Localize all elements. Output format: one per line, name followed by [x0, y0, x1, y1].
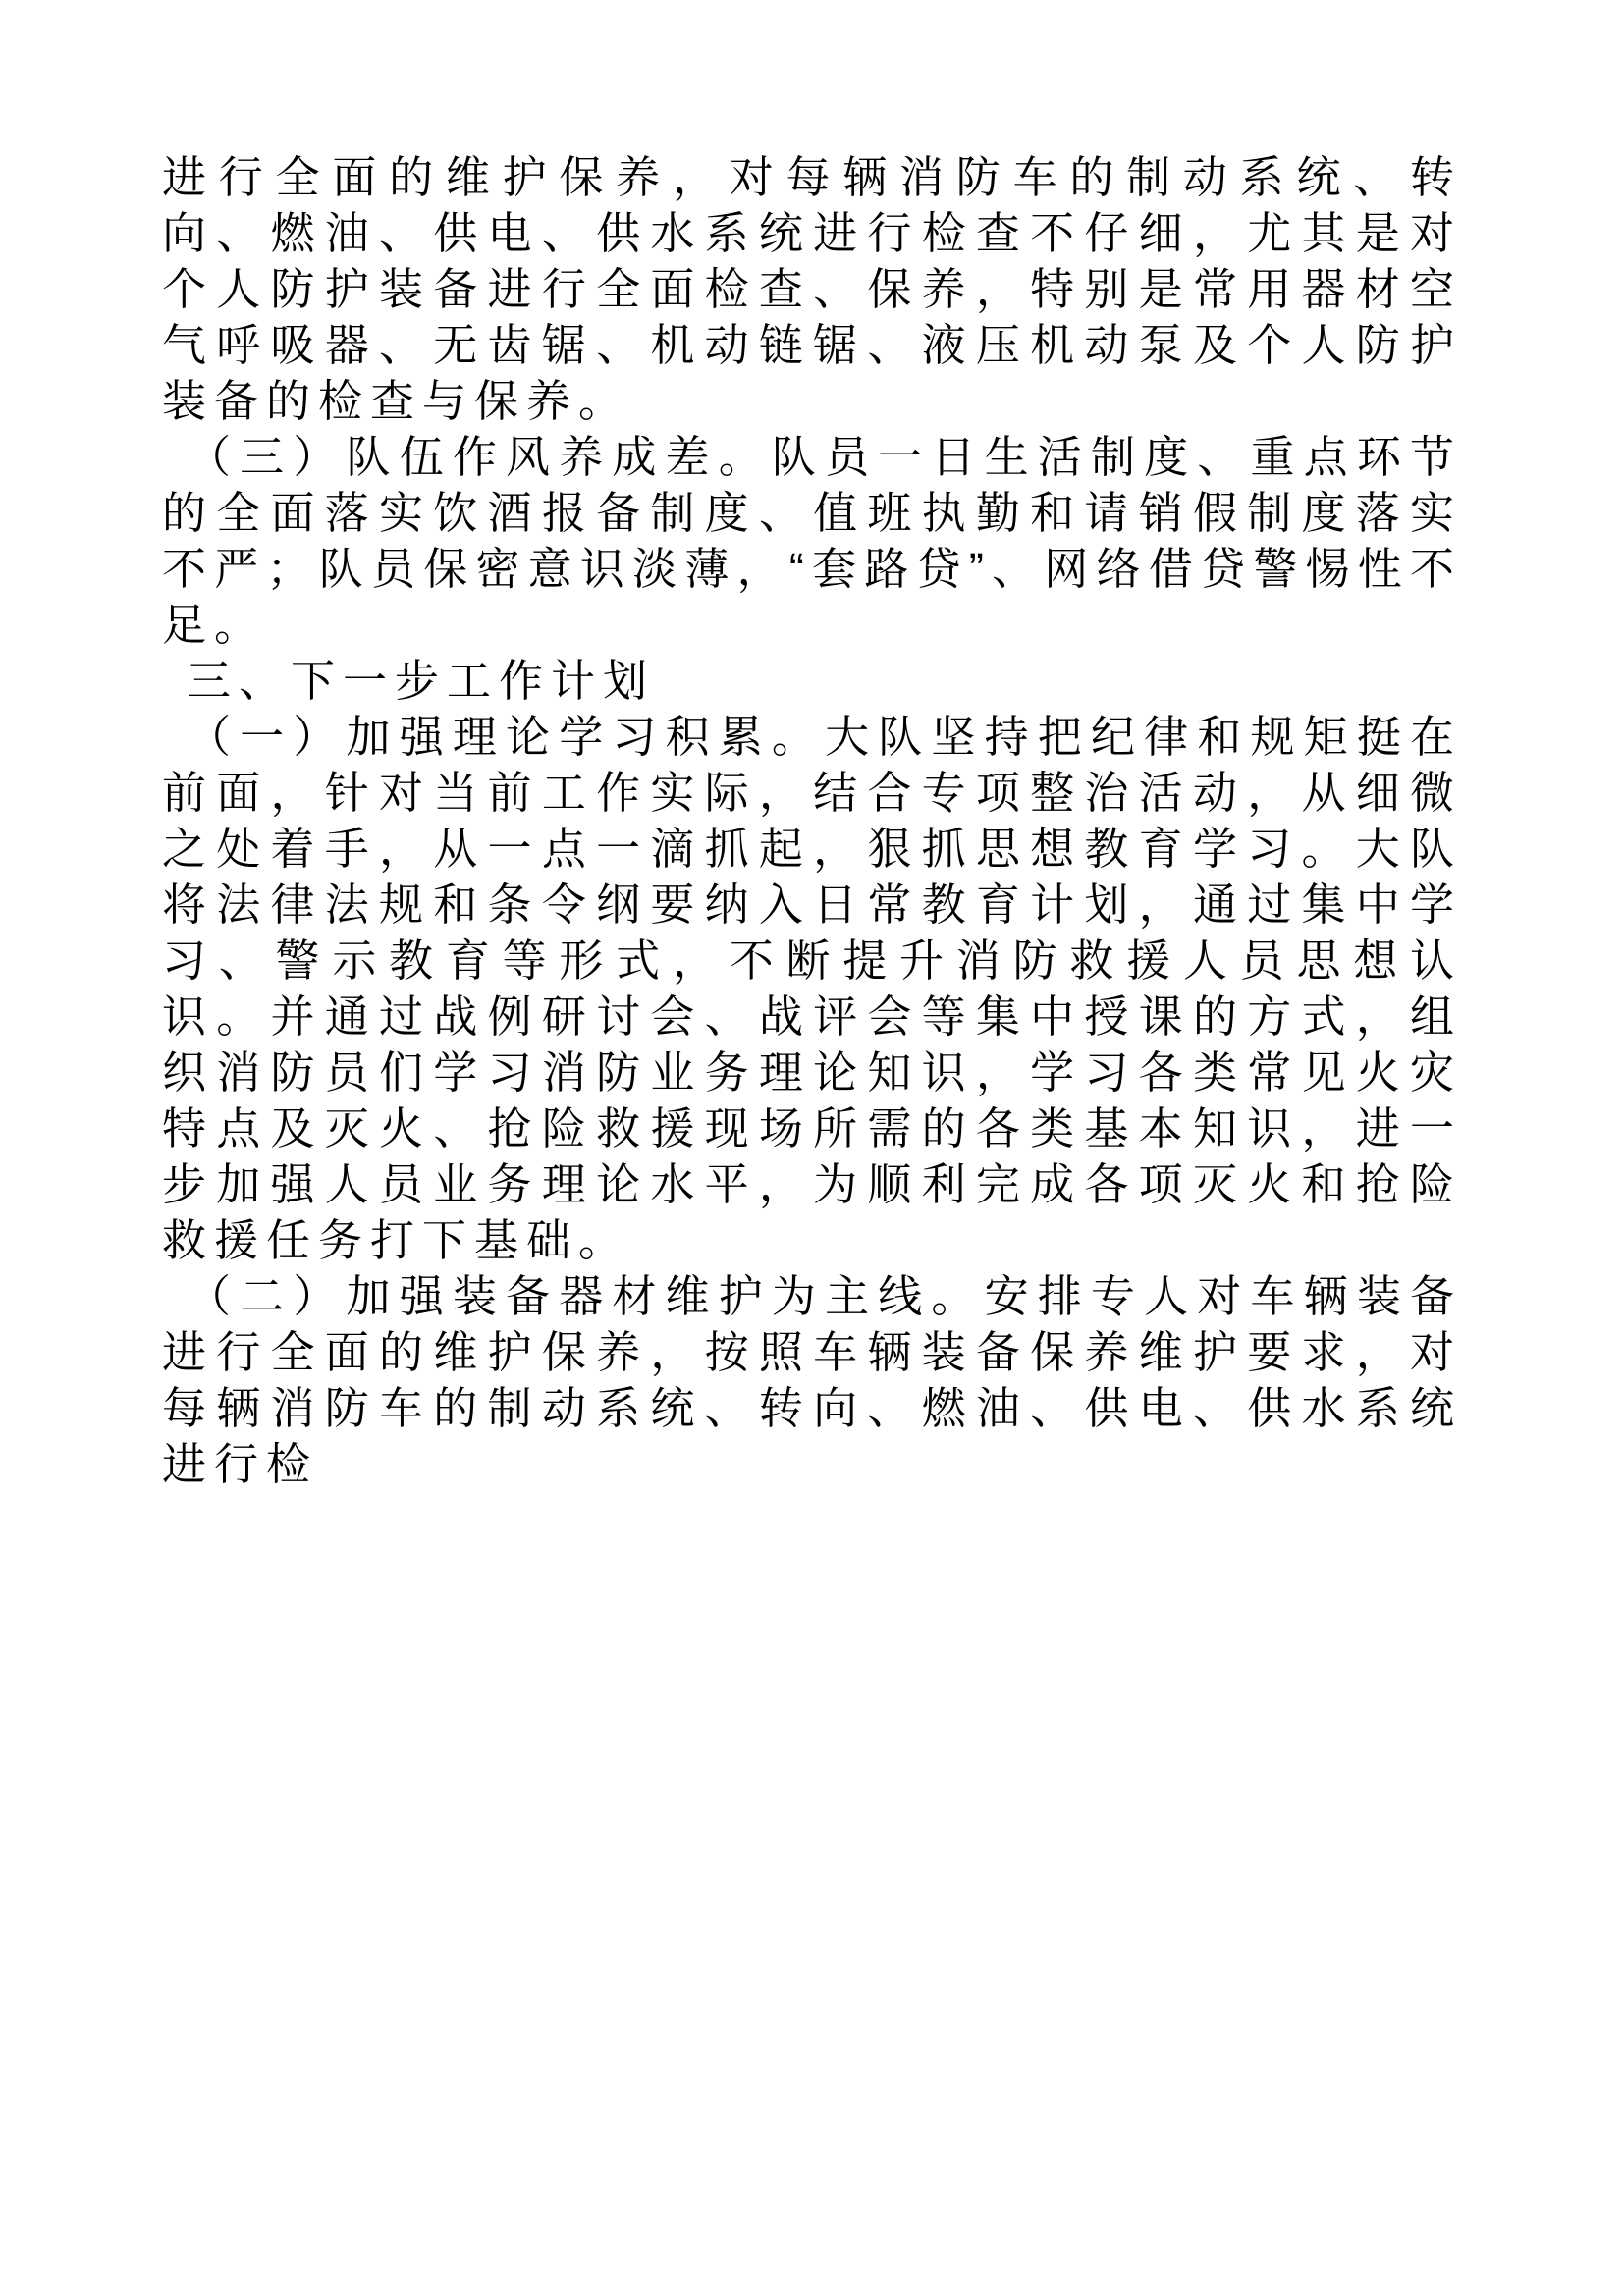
document-body — [162, 149, 1462, 1492]
section-heading-next-steps: 三、下一步工作计划 — [187, 656, 656, 706]
paragraph-plan-2: （二）加强装备器材维护为主线。安排专人对车辆装备进行全面的维护保养，按照车辆装备保养维护要求，对每辆消防车的制动系统、转向、燃油、供电、供水系统进行检 — [162, 1271, 1462, 1489]
paragraph-plan-1: （一）加强理论学习积累。大队坚持把纪律和规矩挺在前面，针对当前工作实际，结合专项整治活动，从细微之处着手，从一点一滴抓起，狠抓思想教育学习。大队将法律法规和条令纲要纳入日常教育计划，通过集中学习、警示教育等形式，不断提升消防救援人员思想认识。并通过战例研讨会、战评会等集中授课的方式，组织消防员们学习消防业务理论知识，学习各类常见火灾特点及灭火、抢险救援现场所需的各类基本知识，进一步加强人员业务理论水平，为顺利完成各项灭火和抢险救援任务打下基础。 — [162, 712, 1462, 1265]
paragraph-continued: 进行全面的维护保养，对每辆消防车的制动系统、转向、燃油、供电、供水系统进行检查不仔细，尤其是对个人防护装备进行全面检查、保养，特别是常用器材空气呼吸器、无齿锯、机动链锯、液压机动泵及个人防护装备的检查与保养。 — [162, 152, 1462, 426]
paragraph-item-3: （三）队伍作风养成差。队员一日生活制度、重点环节的全面落实饮酒报备制度、值班执勤和请销假制度落实不严；队员保密意识淡薄，“套路贷”、网络借贷警惕性不足。 — [162, 432, 1462, 650]
